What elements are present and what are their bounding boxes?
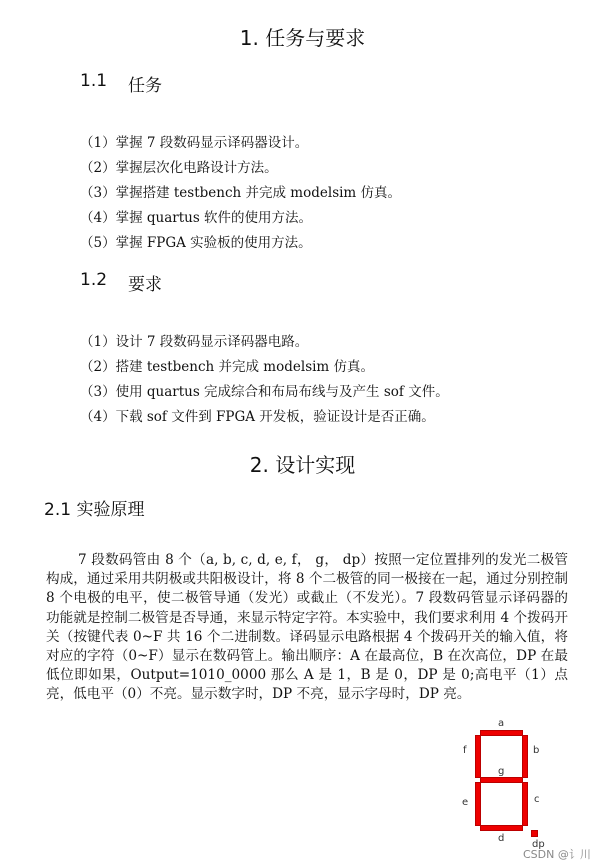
label-f: f — [463, 745, 467, 756]
subsection-1-2-number: 1.2 — [80, 270, 108, 290]
segment-a — [480, 730, 523, 736]
segment-d — [480, 825, 523, 831]
label-a: a — [498, 718, 505, 729]
label-b: b — [533, 745, 540, 756]
subsection-1-1-title: 任务 — [128, 76, 162, 96]
segment-dp — [531, 830, 538, 837]
label-g: g — [498, 766, 505, 777]
list-item: （1）设计 7 段数码显示译码器电路。 — [80, 334, 309, 350]
segment-g — [480, 777, 523, 783]
subsection-1-1-number: 1.1 — [80, 71, 108, 91]
section-1-title: 1. 任务与要求 — [239, 26, 366, 50]
watermark: CSDN @讠川 — [523, 848, 591, 861]
section-2-title: 2. 设计实现 — [249, 453, 356, 477]
list-item: （2）搭建 testbench 并完成 modelsim 仿真。 — [80, 359, 375, 375]
list-item: （3）使用 quartus 完成综合和布局布线与及产生 sof 文件。 — [80, 384, 449, 400]
list-item: （4）掌握 quartus 软件的使用方法。 — [80, 210, 313, 226]
label-d: d — [498, 833, 505, 844]
label-e: e — [462, 797, 469, 808]
segment-b — [522, 735, 528, 778]
segment-e — [475, 782, 481, 826]
subsection-1-2-title: 要求 — [128, 275, 162, 295]
segment-f — [475, 735, 481, 778]
list-item: （2）掌握层次化电路设计方法。 — [80, 160, 278, 176]
subsection-2-1-title: 2.1 实验原理 — [44, 500, 145, 520]
list-item: （3）掌握搭建 testbench 并完成 modelsim 仿真。 — [80, 185, 402, 201]
label-dp: dp — [532, 839, 545, 850]
list-item: （5）掌握 FPGA 实验板的使用方法。 — [80, 235, 312, 251]
segment-c — [522, 782, 528, 826]
list-item: （4）下载 sof 文件到 FPGA 开发板，验证设计是否正确。 — [80, 409, 435, 425]
principle-paragraph: 7 段数码管由 8 个（a, b, c, d, e, f， g， dp）按照一定位置排列的发光二极管构成，通过采用共阴极或共阳极设计，将 8 个二极管的同一极接在一起，通过分别控制 8 个电极的电平，使二极管导通（发光）或截止（不发光）。7 段数码管显示译码器的功能就是控制二极管是否导通，来显示特定字符。本实验中，我们要求利用 4 个拨码开关（按键代表 0~F 共 16 个二进制数。译码显示电路根据 4 个拨码开关的输入值，将对应的字符（0~F）显示在数码管上。输出顺序：A 在最高位，B 在次高位，DP 在最低位即如果，Output=1010_0000 那么 A 是 1，B 是 0，DP 是 0;高电平（1）点亮，低电平（0）不亮。显示数字时，DP 不亮，显示字母时，DP 亮。 — [46, 552, 568, 703]
label-c: c — [534, 794, 540, 805]
list-item: （1）掌握 7 段数码显示译码器设计。 — [80, 135, 309, 151]
